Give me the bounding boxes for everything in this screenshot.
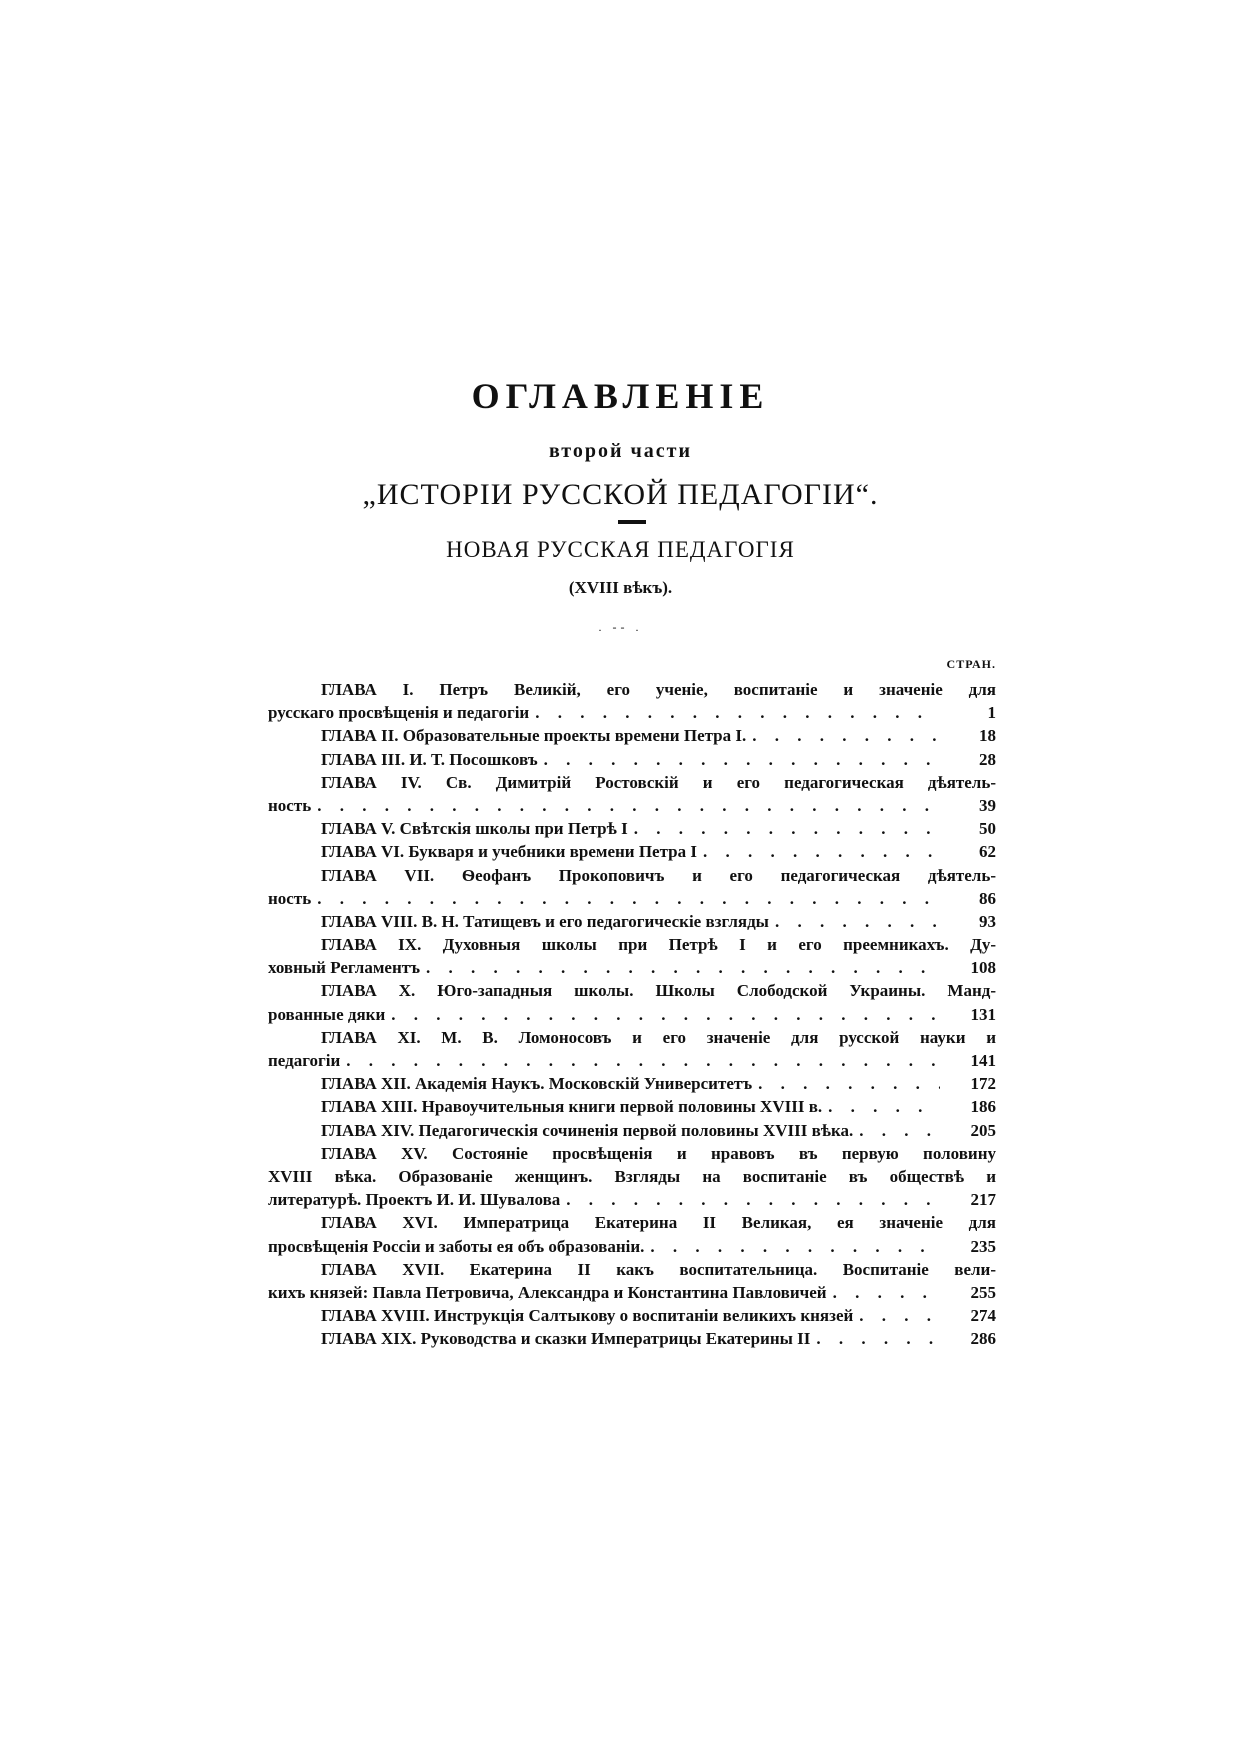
toc-entry-text: ГЛАВА XII. Академія Наукъ. Московскій Университетъ xyxy=(321,1074,753,1094)
toc-page-number: 217 xyxy=(970,1190,996,1210)
toc-entry-text: ГЛАВА XV. Состояніе просвѣщенія и нравовъ въ первую половину xyxy=(321,1143,996,1163)
toc-page-number: 86 xyxy=(979,888,996,908)
toc-line xyxy=(268,1211,996,1234)
toc-line xyxy=(268,1281,996,1304)
toc-line xyxy=(268,1026,996,1049)
toc-line xyxy=(268,1003,996,1026)
toc-entry-text: ность xyxy=(268,795,312,815)
toc-entry-text: ГЛАВА XIII. Нравоучительныя книги первой половины XVIII в. xyxy=(321,1097,823,1117)
toc-entry-text: ГЛАВА III. И. Т. Посошковъ xyxy=(321,749,538,769)
dot-leader xyxy=(311,794,940,817)
toc-entry-text: ГЛАВА X. Юго-западныя школы. Школы Слободской Украины. Манд- xyxy=(321,981,996,1001)
dot-leader xyxy=(827,1281,940,1304)
dot-leader xyxy=(746,724,940,747)
toc-line xyxy=(268,864,996,887)
toc-entry-text: ГЛАВА I. Петръ Великій, его ученіе, воспитаніе и значеніе для xyxy=(321,680,996,699)
toc-line xyxy=(268,956,996,979)
toc-line xyxy=(268,840,996,863)
dot-leader xyxy=(853,1304,940,1327)
toc-page-number: 286 xyxy=(970,1329,996,1349)
dot-leader xyxy=(752,1072,940,1095)
dot-leader xyxy=(810,1327,940,1350)
toc-entry-text: ГЛАВА XIX. Руководства и сказки Императрицы Екатерины II xyxy=(321,1329,811,1349)
toc-line xyxy=(268,1258,996,1281)
dot-leader xyxy=(420,956,940,979)
toc-line xyxy=(268,1142,996,1165)
toc-entry-text: ГЛАВА XVI. Императрица Екатерина II Великая, ея значеніе для xyxy=(321,1213,996,1233)
toc-entry-text: кихъ князей: Павла Петровича, Александра и Константина Павловичей xyxy=(268,1282,827,1302)
toc-entry-text: ГЛАВА VIII. В. Н. Татищевъ и его педагогическіе взгляды xyxy=(321,911,769,931)
toc-line xyxy=(268,887,996,910)
toc-page-number: 172 xyxy=(970,1074,996,1094)
toc-entry-text: ГЛАВА IV. Св. Димитрій Ростовскій и его педагогическая дѣятель- xyxy=(321,772,996,792)
toc-entry-text: ГЛАВА VI. Букваря и учебники времени Петра I xyxy=(321,842,697,862)
toc-page-number: 108 xyxy=(970,958,996,978)
dot-leader xyxy=(644,1235,940,1258)
toc-entry-text: ховный Регламентъ xyxy=(268,958,421,978)
toc-page-number: 141 xyxy=(970,1051,996,1070)
toc-page-number: 50 xyxy=(979,819,996,839)
toc-entry-text: ГЛАВА XI. М. В. Ломоносовъ и его значеніе для русской науки и xyxy=(321,1027,996,1047)
ornament-dots: . ‑‑ . xyxy=(598,620,643,634)
toc-page-number: 93 xyxy=(979,911,996,931)
dot-leader xyxy=(853,1119,940,1142)
dot-leader xyxy=(560,1188,940,1211)
work-title: „ИСТОРІИ РУССКОЙ ПЕДАГОГІИ“. xyxy=(362,478,879,511)
toc-entry-text: ГЛАВА IX. Духовныя школы при Петрѣ I и его преемникахъ. Ду- xyxy=(321,935,996,955)
toc-line xyxy=(268,1119,996,1142)
toc-entry-text: ность xyxy=(268,888,312,908)
toc-line xyxy=(268,910,996,933)
toc-page-number: 131 xyxy=(970,1004,996,1024)
dot-leader xyxy=(340,1049,940,1072)
toc-page-number: 28 xyxy=(979,749,996,769)
toc-entry-text: рованные дяки xyxy=(268,1004,386,1024)
toc-line xyxy=(268,678,996,701)
toc-line xyxy=(268,1095,996,1118)
toc-entry-text: педагогіи xyxy=(268,1051,341,1070)
toc-line xyxy=(268,748,996,771)
table-of-contents xyxy=(268,678,996,1350)
toc-entry-text: ГЛАВА XVII. Екатерина II какъ воспитательница. Воспитаніе вели- xyxy=(321,1259,996,1279)
toc-entry-text: литературѣ. Проектъ И. И. Шувалова xyxy=(268,1190,561,1210)
title-rule xyxy=(618,520,646,524)
toc-line xyxy=(268,817,996,840)
toc-page-number: 186 xyxy=(970,1097,996,1117)
toc-line xyxy=(268,1188,996,1211)
toc-entry-text: ГЛАВА II. Образовательные проекты времени Петра I. xyxy=(321,726,747,746)
page-title: ОГЛАВЛЕНІЕ xyxy=(471,376,770,416)
dot-leader xyxy=(822,1095,940,1118)
toc-entry-text: ГЛАВА XIV. Педагогическія сочиненія первой половины XVIII вѣка. xyxy=(321,1120,854,1140)
subtitle: второй части xyxy=(548,440,692,462)
toc-line xyxy=(268,1165,996,1188)
toc-page-number: 18 xyxy=(979,726,996,746)
toc-entry-text: ГЛАВА V. Свѣтскія школы при Петрѣ I xyxy=(321,819,628,839)
toc-line xyxy=(268,724,996,747)
toc-entry-text: XVIII вѣка. Образованіе женщинъ. Взгляды на воспитаніе въ обществѣ и xyxy=(268,1166,996,1186)
toc-line xyxy=(268,794,996,817)
toc-line xyxy=(268,701,996,724)
toc-line xyxy=(268,1304,996,1327)
toc-page-number: 205 xyxy=(970,1120,996,1140)
dot-leader xyxy=(311,887,940,910)
toc-entry-text: просвѣщенія Россіи и заботы ея объ образованіи. xyxy=(268,1236,645,1256)
dot-leader xyxy=(697,840,940,863)
toc-line xyxy=(268,979,996,1002)
toc-page-number: 235 xyxy=(970,1236,996,1256)
period-label: (XVIII вѣкъ). xyxy=(568,578,673,597)
toc-line xyxy=(268,933,996,956)
toc-entry-text: ГЛАВА VII. Ѳеофанъ Прокоповичъ и его педагогическая дѣятель- xyxy=(321,865,996,885)
toc-page-number: 1 xyxy=(987,703,996,723)
toc-page-number: 39 xyxy=(979,795,996,815)
toc-page-number: 274 xyxy=(970,1306,996,1326)
toc-page-number: 255 xyxy=(970,1282,996,1302)
toc-line xyxy=(268,1049,996,1072)
dot-leader xyxy=(529,701,940,724)
toc-entry-text: русскаго просвѣщенія и педагогіи xyxy=(268,703,530,723)
toc-line xyxy=(268,1327,996,1350)
dot-leader xyxy=(385,1003,940,1026)
dot-leader xyxy=(628,817,940,840)
page-column-header: СТРАН. xyxy=(946,657,996,671)
toc-page-number: 62 xyxy=(979,842,996,862)
toc-line xyxy=(268,771,996,794)
toc-line xyxy=(268,1072,996,1095)
dot-leader xyxy=(769,910,940,933)
dot-leader xyxy=(538,748,940,771)
toc-entry-text: ГЛАВА XVIII. Инструкція Салтыкову о воспитаніи великихъ князей xyxy=(321,1306,854,1326)
section-title: НОВАЯ РУССКАЯ ПЕДАГОГІЯ xyxy=(446,537,795,562)
toc-line xyxy=(268,1235,996,1258)
